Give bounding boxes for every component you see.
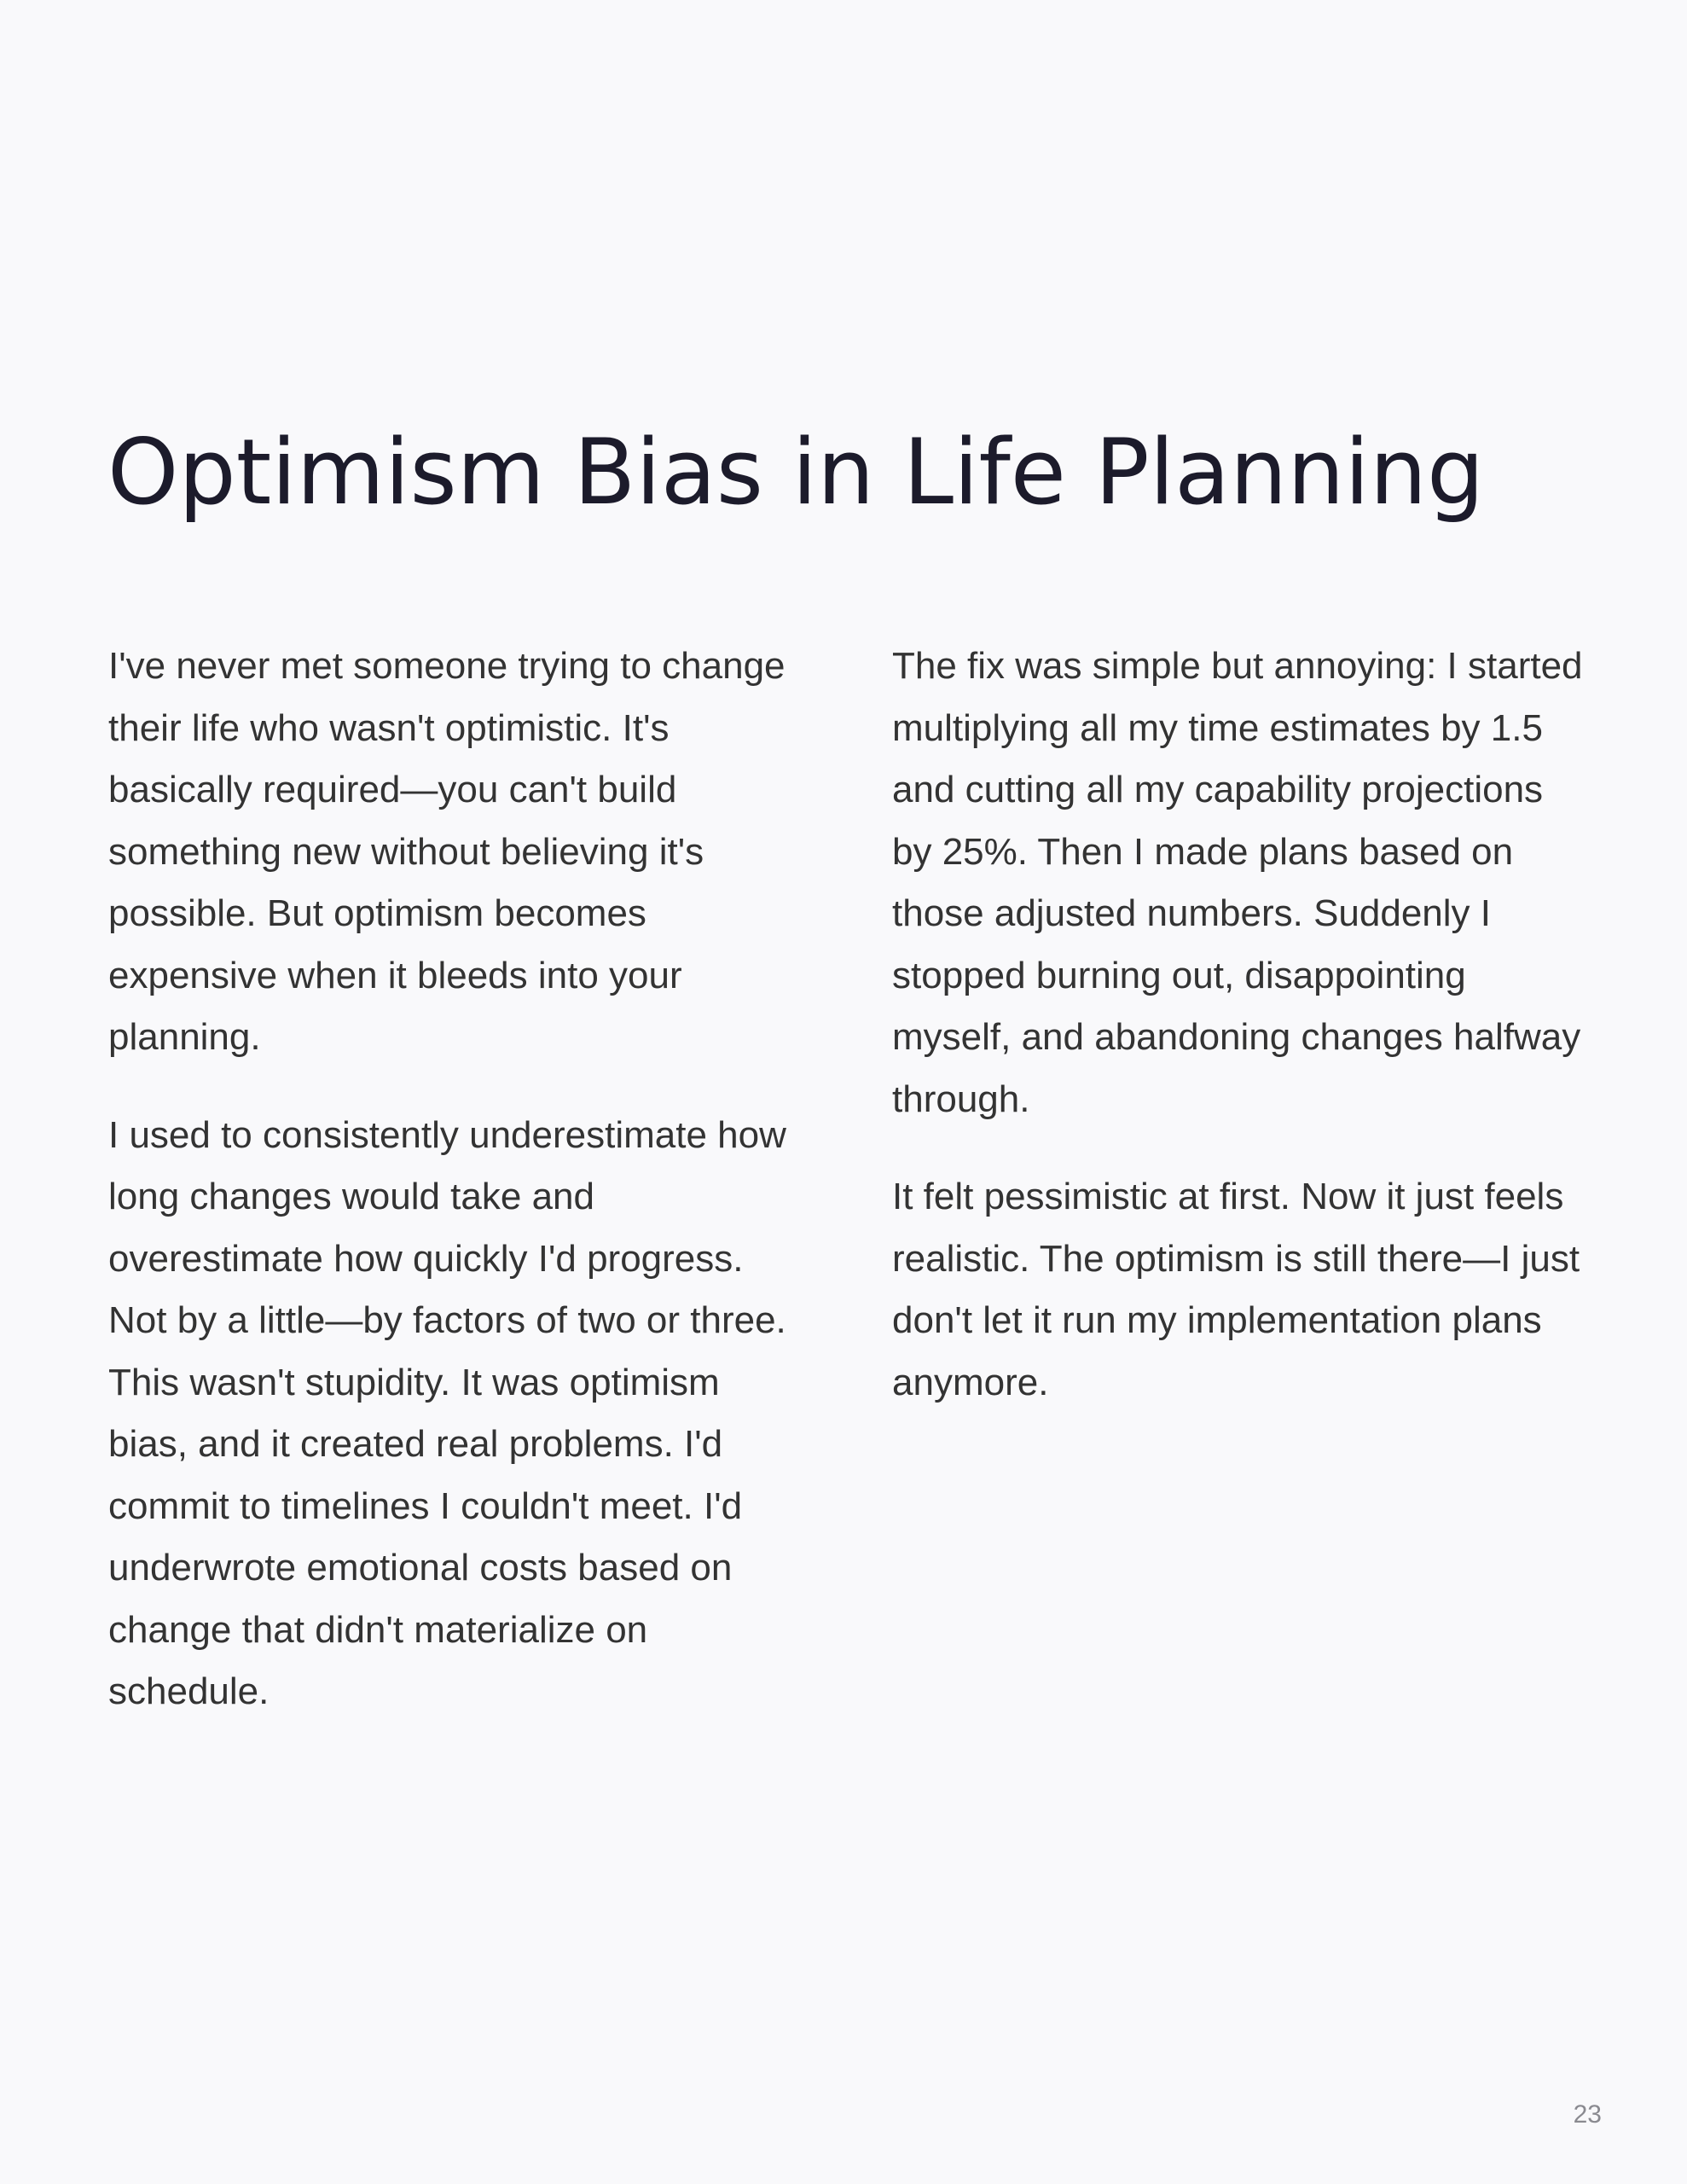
body-paragraph: The fix was simple but annoying: I started multiplying all my time estimates by 1.5 and cutting all my capability projections by 25%. Then I made plans based on those adjusted numbers. Suddenly I stopped burning out, disappointing myself, and abandoning changes halfway through. <box>892 645 1583 1120</box>
right-column <box>892 636 1591 1449</box>
page-title: Optimism Bias in Life Planning <box>107 420 1485 525</box>
page-number: 23 <box>1573 2100 1602 2129</box>
left-column <box>108 636 808 1759</box>
body-paragraph: It felt pessimistic at first. Now it just feels realistic. The optimism is still there—I just don't let it run my implementation plans anymore. <box>892 1176 1580 1403</box>
body-paragraph: I've never met someone trying to change their life who wasn't optimistic. It's basically required—you can't build something new without believing it's possible. But optimism becomes expensive when it bleeds into your planning. <box>108 645 786 1058</box>
body-paragraph: I used to consistently underestimate how long changes would take and overestimate how quickly I'd progress. Not by a little—by factors of two or three. This wasn't stupidity. It was optimism bias, and it created real problems. I'd commit to timelines I couldn't meet. I'd underwrote emotional costs based on change that didn't materialize on schedule. <box>108 1113 786 1712</box>
